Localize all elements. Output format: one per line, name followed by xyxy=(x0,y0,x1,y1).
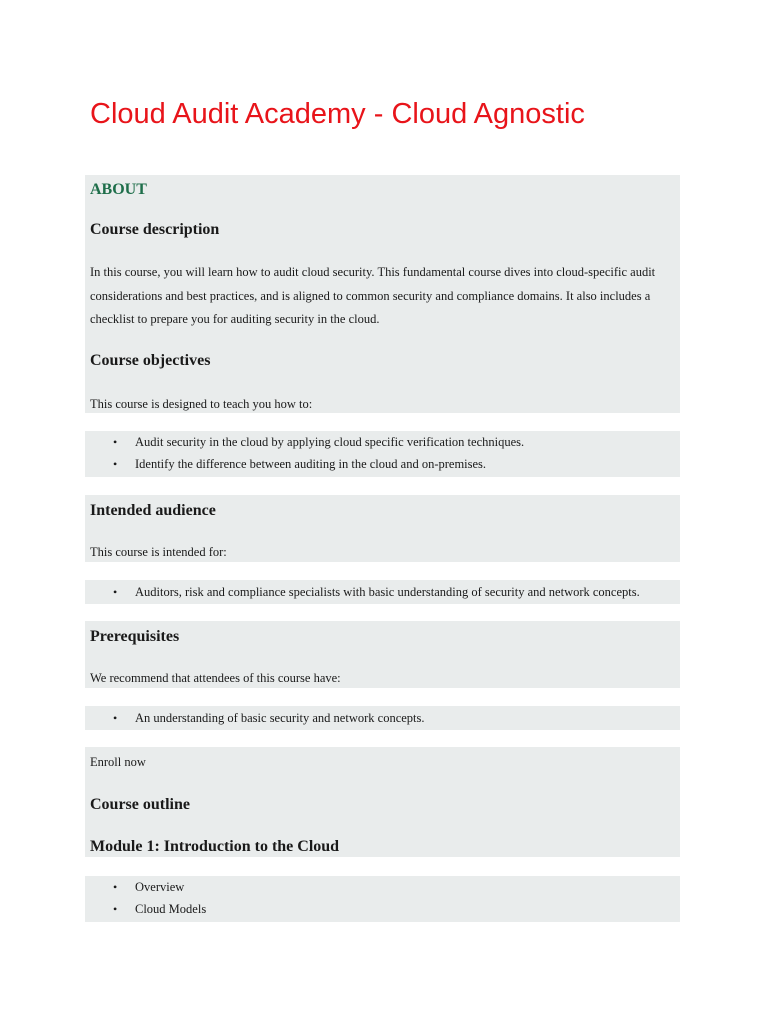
list-item xyxy=(85,581,680,603)
enroll-now-link[interactable]: Enroll now xyxy=(90,755,146,769)
list-item-text: Overview xyxy=(135,880,185,894)
audience-section xyxy=(85,495,680,562)
list-item-text: An understanding of basic security and network concepts. xyxy=(135,711,425,725)
page-title: Cloud Audit Academy - Cloud Agnostic xyxy=(90,98,585,130)
module-1-list xyxy=(85,876,680,922)
list-item-text: Auditors, risk and compliance specialists with basic understanding of security and network concepts. xyxy=(135,585,640,599)
outline-section xyxy=(85,747,680,857)
module-1-heading: Module 1: Introduction to the Cloud xyxy=(90,838,340,855)
list-item xyxy=(85,898,680,920)
prerequisites-heading: Prerequisites xyxy=(90,628,180,645)
course-description-text: In this course, you will learn how to audit cloud security. This fundamental course dives into cloud-specific audit considerations and best practices, and is aligned to common security and compliance domains. It also includes a checklist to prepare you for auditing security in the cloud. xyxy=(90,265,656,326)
list-item xyxy=(85,707,680,729)
audience-list xyxy=(85,580,680,604)
course-description-heading: Course description xyxy=(90,221,220,238)
objectives-list xyxy=(85,431,680,477)
list-item-text: Cloud Models xyxy=(135,902,207,916)
prerequisites-section xyxy=(85,621,680,688)
intended-audience-intro: This course is intended for: xyxy=(90,545,227,559)
prerequisites-list xyxy=(85,706,680,730)
prerequisites-intro: We recommend that attendees of this course have: xyxy=(90,671,341,685)
course-objectives-heading: Course objectives xyxy=(90,352,211,369)
course-objectives-intro: This course is designed to teach you how to: xyxy=(90,397,313,411)
intended-audience-heading: Intended audience xyxy=(90,502,216,519)
bullet-icon: • xyxy=(113,435,118,449)
list-item xyxy=(85,431,680,453)
bullet-icon: • xyxy=(113,880,118,894)
bullet-icon: • xyxy=(113,902,118,916)
course-outline-heading: Course outline xyxy=(90,796,190,813)
list-item xyxy=(85,876,680,898)
list-item xyxy=(85,453,680,475)
list-item-text: Audit security in the cloud by applying cloud specific verification techniques. xyxy=(135,435,525,449)
about-label: ABOUT xyxy=(90,181,147,198)
about-section xyxy=(85,175,680,413)
bullet-icon: • xyxy=(113,585,118,599)
bullet-icon: • xyxy=(113,457,118,471)
list-item-text: Identify the difference between auditing in the cloud and on-premises. xyxy=(135,457,487,471)
bullet-icon: • xyxy=(113,711,118,725)
